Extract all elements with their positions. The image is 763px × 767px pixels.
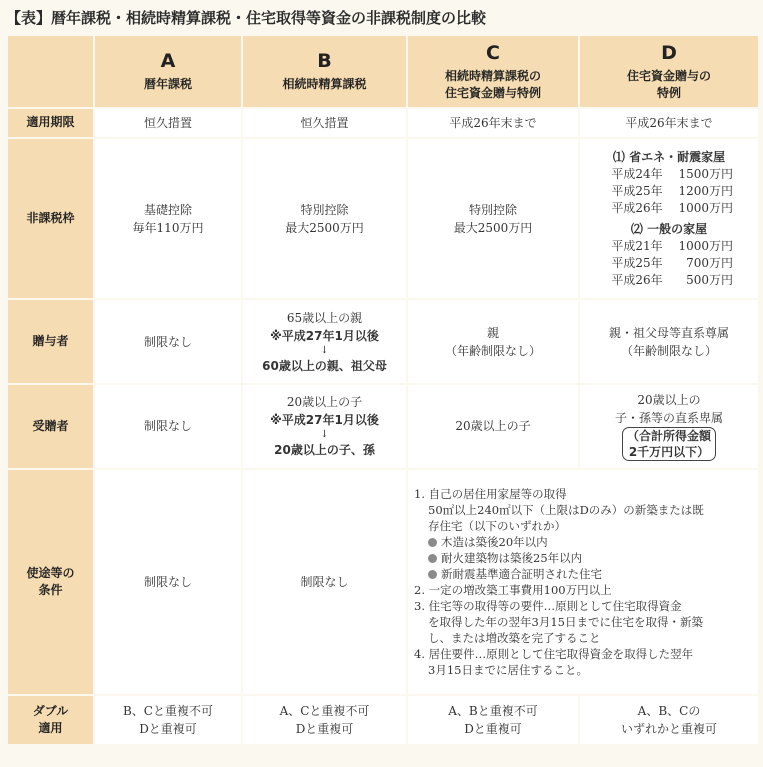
row-usage bbox=[8, 470, 758, 694]
receiver-d-box2: 2千万円以下） bbox=[628, 445, 710, 460]
double-b-line2: Dと重複可 bbox=[295, 721, 354, 736]
usage-item3a: 3. 住宅等の取得等の要件…原則として住宅取得資金 bbox=[414, 598, 682, 613]
exempt-c-line1: 特別控除 bbox=[468, 202, 517, 217]
column-title-line2: 特例 bbox=[656, 85, 681, 100]
giver-b bbox=[243, 300, 406, 383]
double-a-line2: Dと重複可 bbox=[139, 721, 197, 736]
giver-d-line1: 親・祖父母等直系尊属 bbox=[608, 325, 729, 340]
row-label-usage bbox=[8, 470, 93, 694]
receiver-b bbox=[243, 385, 406, 468]
exempt-d bbox=[580, 139, 758, 298]
double-d-line1: A、B、Cの bbox=[637, 703, 701, 718]
usage-item1: 1. 自己の居住用家屋等の取得 bbox=[414, 486, 567, 501]
row-label-giver: 贈与者 bbox=[8, 300, 93, 383]
receiver-b-note: ※平成27年1月以後 bbox=[270, 413, 379, 428]
header-row bbox=[8, 36, 758, 107]
giver-c-line2: （年齢制限なし） bbox=[444, 343, 541, 358]
period-b: 恒久措置 bbox=[243, 109, 406, 137]
receiver-c: 20歳以上の子 bbox=[408, 385, 578, 468]
double-b-line1: A、Cと重複不可 bbox=[279, 703, 370, 718]
column-header-d bbox=[580, 36, 758, 107]
period-d: 平成26年末まで bbox=[580, 109, 758, 137]
receiver-d-line2: 子・孫等の直系卑属 bbox=[614, 411, 723, 426]
row-period bbox=[8, 109, 758, 137]
exempt-d-group2-row: 平成21年 1000万円 bbox=[611, 238, 733, 253]
comparison-table bbox=[6, 34, 760, 746]
exempt-d-group1-row: 平成24年 1500万円 bbox=[611, 166, 733, 181]
usage-item4a: 4. 居住要件…原則として住宅取得資金を取得した翌年 bbox=[414, 646, 694, 661]
period-a: 恒久措置 bbox=[95, 109, 241, 137]
giver-c bbox=[408, 300, 578, 383]
receiver-a: 制限なし bbox=[95, 385, 241, 468]
receiver-b-line2: 20歳以上の子、孫 bbox=[274, 443, 375, 458]
double-d bbox=[580, 696, 758, 744]
column-letter: A bbox=[160, 50, 176, 73]
column-letter: D bbox=[661, 41, 677, 64]
column-letter: C bbox=[486, 41, 500, 64]
receiver-d-box1: （合計所得金額 bbox=[626, 429, 711, 444]
row-exempt bbox=[8, 139, 758, 298]
down-arrow-icon: ↓ bbox=[320, 344, 329, 356]
double-b bbox=[243, 696, 406, 744]
giver-b-line2: 60歳以上の親、祖父母 bbox=[262, 358, 387, 373]
row-receiver bbox=[8, 385, 758, 468]
bullet-icon bbox=[428, 538, 437, 547]
column-header-b bbox=[243, 36, 406, 107]
giver-d bbox=[580, 300, 758, 383]
giver-b-line1: 65歳以上の親 bbox=[286, 310, 363, 325]
bullet-icon bbox=[428, 570, 437, 579]
double-a-line1: B、Cと重複不可 bbox=[122, 703, 213, 718]
exempt-d-group2-row: 平成25年 700万円 bbox=[611, 255, 733, 270]
column-letter: B bbox=[317, 50, 332, 73]
giver-d-line2: （年齢制限なし） bbox=[620, 343, 717, 358]
row-label-usage-line2: 条件 bbox=[38, 582, 63, 597]
usage-item1b: 存住宅（以下のいずれか） bbox=[428, 518, 566, 533]
double-c bbox=[408, 696, 578, 744]
receiver-d-line1: 20歳以上の bbox=[637, 393, 701, 408]
exempt-d-group1-row: 平成25年 1200万円 bbox=[611, 183, 733, 198]
table-title: 【表】暦年課税・相続時精算課税・住宅取得等資金の非課税制度の比較 bbox=[6, 9, 487, 27]
exempt-b-line2: 最大2500万円 bbox=[285, 220, 364, 235]
exempt-a-line2: 毎年110万円 bbox=[132, 220, 204, 235]
column-title-line1: 住宅資金贈与の bbox=[626, 68, 711, 83]
exempt-a bbox=[95, 139, 241, 298]
exempt-d-group2-row: 平成26年 500万円 bbox=[611, 272, 733, 287]
down-arrow-icon: ↓ bbox=[320, 429, 329, 441]
double-a bbox=[95, 696, 241, 744]
usage-item3b: を取得した年の翌年3月15日までに住宅を取得・新築 bbox=[428, 614, 703, 629]
usage-cd bbox=[408, 470, 758, 694]
double-c-line2: Dと重複可 bbox=[464, 721, 522, 736]
column-header-c bbox=[408, 36, 578, 107]
exempt-d-group2-title: ⑵ 一般の家屋 bbox=[630, 221, 708, 236]
exempt-c bbox=[408, 139, 578, 298]
row-label-exempt: 非課税枠 bbox=[8, 139, 93, 298]
usage-bullet: 木造は築後20年以内 bbox=[414, 534, 752, 550]
double-d-line2: いずれかと重複可 bbox=[620, 721, 717, 736]
period-c: 平成26年末まで bbox=[408, 109, 578, 137]
usage-bullet: 新耐震基準適合証明された住宅 bbox=[414, 566, 752, 582]
row-label-double bbox=[8, 696, 93, 744]
exempt-b-line1: 特別控除 bbox=[300, 202, 349, 217]
header-corner bbox=[8, 36, 93, 107]
giver-b-note: ※平成27年1月以後 bbox=[270, 328, 379, 343]
column-title-line2: 住宅資金贈与特例 bbox=[444, 85, 541, 100]
exempt-a-line1: 基礎控除 bbox=[143, 202, 192, 217]
column-title: 相続時精算課税 bbox=[282, 77, 367, 92]
column-title: 暦年課税 bbox=[143, 77, 192, 92]
usage-item4b: 3月15日までに居住すること。 bbox=[428, 662, 588, 677]
column-header-a bbox=[95, 36, 241, 107]
usage-item3c: し、または増改築を完了すること bbox=[428, 630, 601, 645]
row-label-usage-line1: 使途等の bbox=[26, 565, 75, 580]
double-c-line1: A、Bと重複不可 bbox=[448, 703, 538, 718]
giver-a: 制限なし bbox=[95, 300, 241, 383]
bullet-icon bbox=[428, 554, 437, 563]
giver-c-line1: 親 bbox=[486, 325, 499, 340]
usage-a: 制限なし bbox=[95, 470, 241, 694]
usage-item2: 2. 一定の増改築工事費用100万円以上 bbox=[414, 582, 612, 597]
row-label-period: 適用期限 bbox=[8, 109, 93, 137]
exempt-d-group1-row: 平成26年 1000万円 bbox=[611, 200, 733, 215]
receiver-d bbox=[580, 385, 758, 468]
receiver-b-line1: 20歳以上の子 bbox=[286, 395, 363, 410]
row-label-double-line1: ダブル bbox=[32, 703, 69, 718]
income-limit-box bbox=[622, 427, 716, 461]
row-label-receiver: 受贈者 bbox=[8, 385, 93, 468]
row-double bbox=[8, 696, 758, 744]
usage-bullet: 耐火建築物は築後25年以内 bbox=[414, 550, 752, 566]
row-giver bbox=[8, 300, 758, 383]
row-label-double-line2: 適用 bbox=[38, 720, 63, 735]
exempt-d-group1-title: ⑴ 省エネ・耐震家屋 bbox=[612, 149, 726, 164]
usage-item1a: 50㎡以上240㎡以下（上限はDのみ）の新築または既 bbox=[428, 502, 704, 517]
exempt-c-line2: 最大2500万円 bbox=[453, 220, 533, 235]
column-title-line1: 相続時精算課税の bbox=[444, 68, 541, 83]
usage-b: 制限なし bbox=[243, 470, 406, 694]
exempt-b bbox=[243, 139, 406, 298]
